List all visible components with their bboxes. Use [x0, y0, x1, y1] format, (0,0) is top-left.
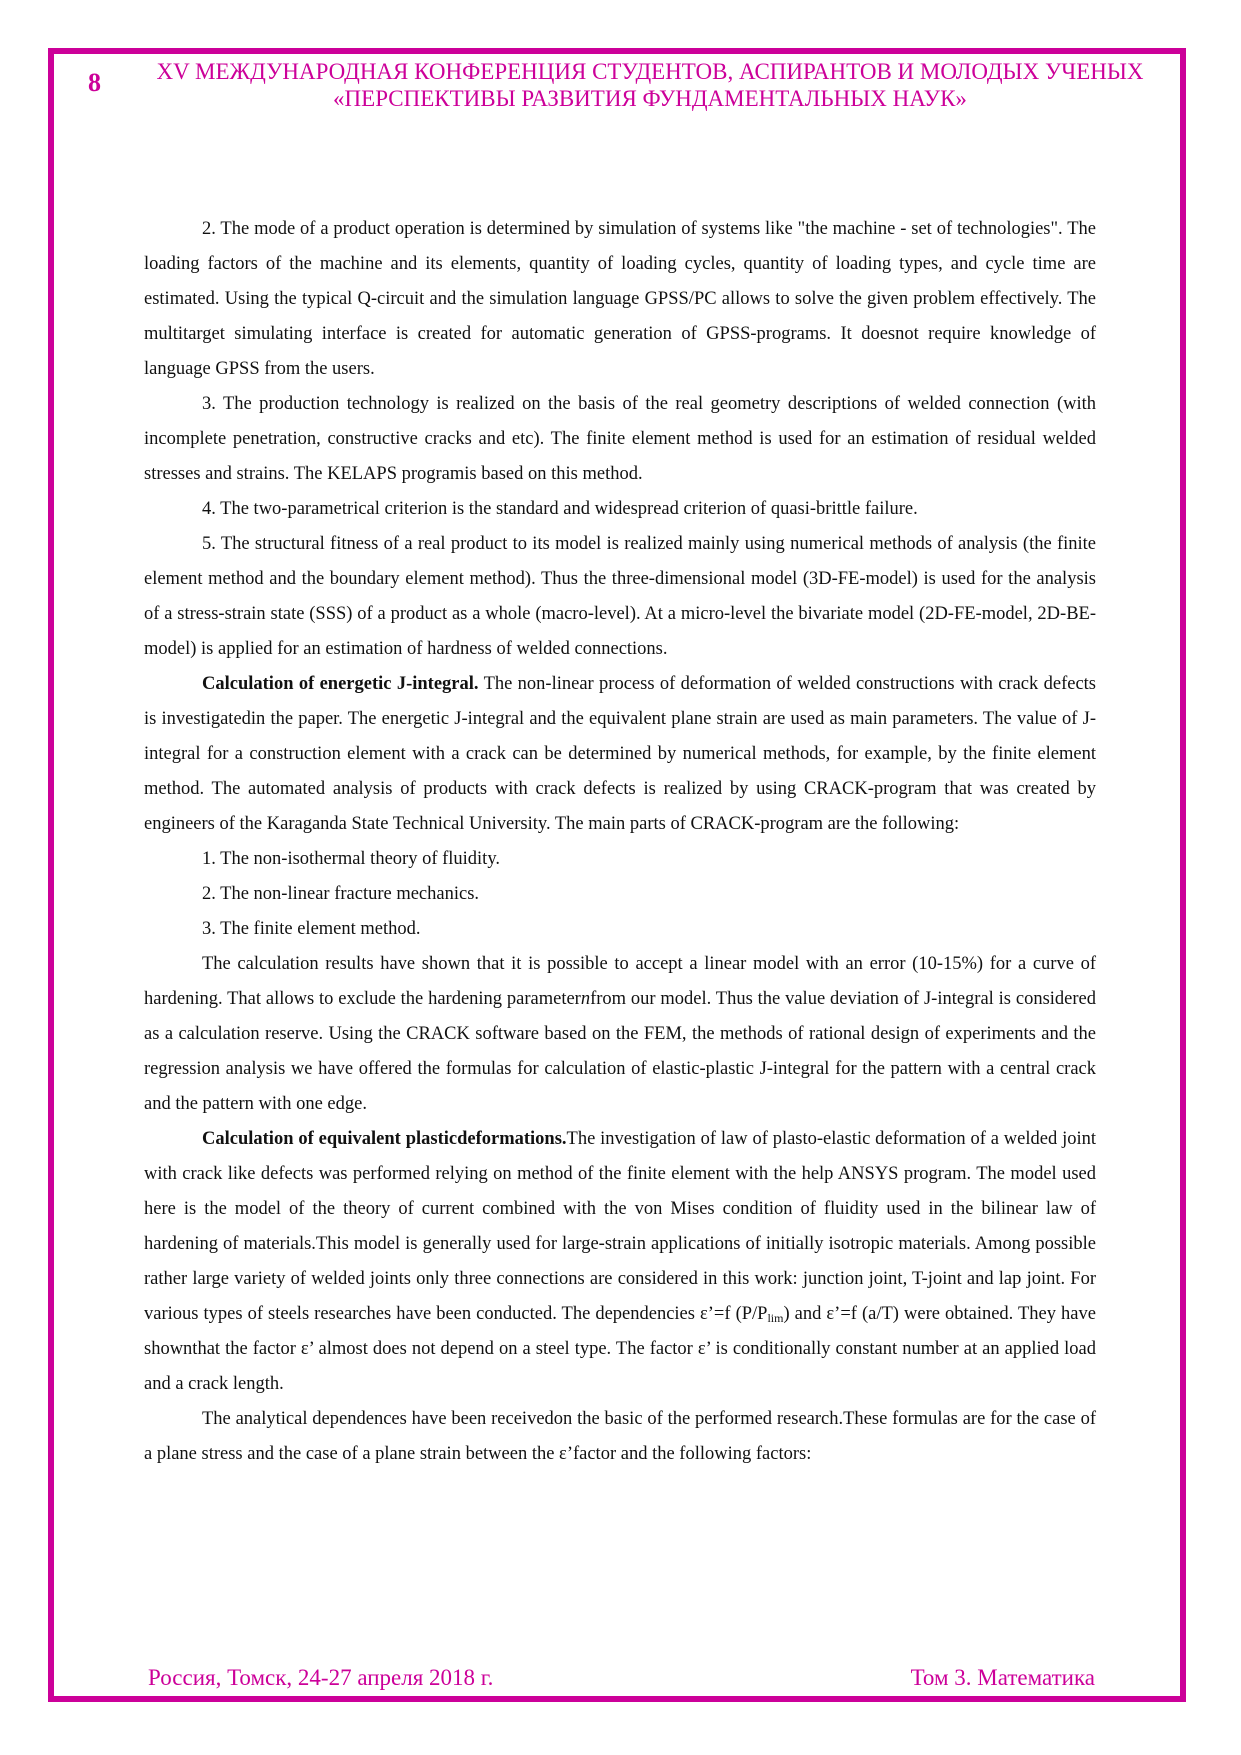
paragraph-1: 2. The mode of a product operation is determined by simulation of systems like "the machine - set of technologies". The loading factors of the machine and its elements, quantity of loading cycles, quantity of loading types, and cycle time are estimated. Using the typical Q-circuit and the simulation language GPSS/PC allows to solve the given problem effectively. The multitarget simulating interface is created for automatic generation of GPSS-programs. It doesnot require knowledge of language GPSS from the users.: [144, 219, 1096, 379]
paragraph-6-text-b: from our model. Thus the value deviation of J-integral is considered as a calculation reserve. Using the CRACK software based on the FEM, the methods of rational design of experiments and the regression analysis we have offered the formulas for calculation of elastic-plastic J-integral for the pattern with a central crack and the pattern with one edge.: [144, 989, 1096, 1114]
page-number: 8: [88, 68, 101, 97]
header-line-1: XV МЕЖДУНАРОДНАЯ КОНФЕРЕНЦИЯ СТУДЕНТОВ, АСПИРАНТОВ И МОЛОДЫХ УЧЕНЫХ: [156, 59, 1144, 84]
list-item-1: 1. The non-isothermal theory of fluidity.: [202, 849, 500, 869]
paragraph-8: The analytical dependences have been receivedon the basic of the performed research.These formulas are for the case of a plane stress and the case of a plane strain between the ε’factor and the following factors:: [144, 1409, 1096, 1464]
paragraph-6-text-a: The calculation results have shown that it is possible to accept a linear model with an error (10-15%) for a curve of hardening. That allows to exclude the hardening parameter: [144, 954, 1096, 1009]
section-heading-j-integral: Calculation of energetic J-integral.: [202, 674, 479, 694]
conference-header: [150, 58, 1150, 112]
paragraph-6: [144, 947, 1096, 1122]
header-line-2: «ПЕРСПЕКТИВЫ РАЗВИТИЯ ФУНДАМЕНТАЛЬНЫХ НАУК»: [333, 86, 967, 111]
paragraph-7-text-b: ) and ε’=f (a/T) were obtained. They have shownthat the factor ε’ almost does not depend on a steel type. The factor ε’ is conditionally constant number at an applied load and a crack length.: [144, 1304, 1096, 1394]
footer-volume: Том 3. Математика: [910, 1665, 1095, 1690]
paragraph-2: 3. The production technology is realized on the basis of the real geometry descriptions of welded connection (with incomplete penetration, constructive cracks and etc). The finite element method is used for an estimation of residual welded stresses and strains. The KELAPS programis based on this method.: [144, 394, 1096, 484]
article-body: [144, 212, 1096, 1472]
paragraph-3: 4. The two-parametrical criterion is the standard and widespread criterion of quasi-brittle failure.: [202, 499, 918, 519]
paragraph-7-text-a: The investigation of law of plasto-elastic deformation of a welded joint with crack like defects was performed relying on method of the finite element with the help ANSYS program. The model used here is the model of the theory of current combined with the von Mises condition of fluidity used in the bilinear law of hardening of materials.This model is generally used for large-strain applications of initially isotropic materials. Among possible rather large variety of welded joints only three connections are considered in this work: junction joint, T-joint and lap joint. For various types of steels researches have been conducted. The dependencies ε’=f (P/P: [144, 1129, 1096, 1324]
subscript-lim: lim: [767, 1311, 784, 1325]
list-item-2: 2. The non-linear fracture mechanics.: [202, 884, 480, 904]
list-item-3: 3. The finite element method.: [202, 919, 421, 939]
paragraph-4: 5. The structural fitness of a real product to its model is realized mainly using numerical methods of analysis (the finite element method and the boundary element method). Thus the three-dimensional model (3D-FE-model) is used for the analysis of a stress-strain state (SSS) of a product as a whole (macro-level). At a micro-level the bivariate model (2D-FE-model, 2D-BE-model) is applied for an estimation of hardness of welded connections.: [144, 534, 1096, 659]
parameter-n: n: [580, 989, 591, 1009]
paragraph-5: [144, 667, 1096, 842]
section-heading-plastic-deformations: Calculation of equivalent plasticdeformations.: [202, 1129, 567, 1149]
paragraph-5-text: The non-linear process of deformation of welded constructions with crack defects is investigatedin the paper. The energetic J-integral and the equivalent plane strain are used as main parameters. The value of J-integral for a construction element with a crack can be determined by numerical methods, for example, by the finite element method. The automated analysis of products with crack defects is realized by using CRACK-program that was created by engineers of the Karaganda State Technical University. The main parts of CRACK-program are the following:: [144, 674, 1096, 834]
footer-location-date: Россия, Томск, 24-27 апреля 2018 г.: [148, 1665, 494, 1690]
paragraph-7: [144, 1122, 1096, 1402]
